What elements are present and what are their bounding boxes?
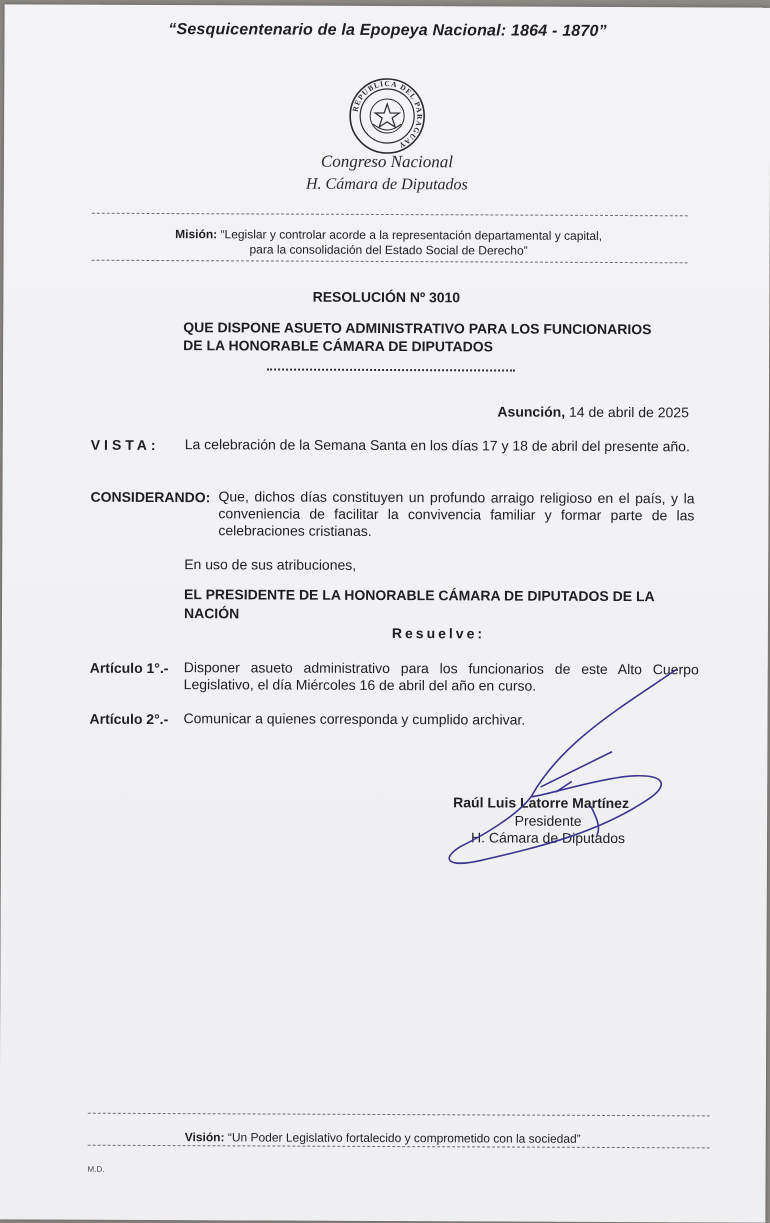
mission-text-line2: para la consolidación del Estado Social de Derecho” [249, 242, 528, 258]
en-uso-text: En uso de sus atribuciones, [184, 556, 357, 573]
article-1-text: Disponer asueto administrativo para los funcionarios de este Alto Cuerpo Legislativo, el día Miércoles 16 de abril del año en curso. [183, 659, 699, 694]
subject-line1: QUE DISPONE ASUETO ADMINISTRATIVO PARA LOS FUNCIONARIOS [183, 319, 652, 338]
resolution-number: RESOLUCIÓN Nº 3010 [312, 288, 461, 306]
dotted-separator [267, 368, 515, 371]
resolution-date [383, 403, 689, 420]
institution-name: Congreso Nacional [320, 151, 454, 172]
signatory-body: H. Cámara de Diputados [470, 829, 626, 847]
seal-text: REPUBLICA DEL PARAGUAY [350, 78, 425, 151]
signatory-name: Raúl Luis Latorre Martínez [453, 794, 630, 812]
divider-mission [92, 260, 688, 264]
mission-text-line1: “Legislar y controlar acorde a la representación departamental y capital, [220, 227, 603, 243]
vista-label: VISTA: [90, 436, 160, 454]
article-2-text: Comunicar a quienes corresponda y cumplido archivar. [183, 710, 526, 728]
considerando-label: CONSIDERANDO: [90, 488, 211, 506]
divider-top [92, 213, 688, 217]
vista-text: La celebración de la Semana Santa en los días 17 y 18 de abril del presente año. [184, 436, 690, 455]
divider-vision-top [88, 1113, 710, 1117]
motto: “Sesquicentenario de la Epopeya Nacional: 1864 - 1870” [168, 21, 607, 40]
typist-initials: M.D. [87, 1164, 105, 1174]
authority-heading: EL PRESIDENTE DE LA HONORABLE CÁMARA DE DIPUTADOS DE LA NACIÓN [183, 586, 655, 622]
date-text: 14 de abril de 2025 [568, 403, 689, 421]
considerando-text: Que, dichos días constituyen un profundo arraigo religioso en el país, y la conveniencia de facilitar la convivencia familiar y formar parte de las celebraciones cristianas. [218, 488, 695, 539]
article-1-label: Artículo 1°.- [89, 659, 169, 677]
date-city: Asunción, [497, 403, 566, 420]
signatory-role: Presidente [514, 812, 582, 829]
vision-label: Visión: [184, 1130, 225, 1145]
article-2-label: Artículo 2°.- [89, 710, 169, 728]
resuelve-heading: Resuelve: [391, 625, 486, 642]
institution-chamber: H. Cámara de Diputados [305, 175, 468, 194]
national-seal-icon [347, 76, 427, 156]
mission-label: Misión: [175, 227, 218, 242]
resolution-subject [183, 318, 703, 356]
subject-line2: DE LA HONORABLE CÁMARA DE DIPUTADOS [183, 337, 494, 355]
mission-statement [124, 227, 654, 259]
vision-text: “Un Poder Legislativo fortalecido y comprometido con la sociedad” [227, 1130, 581, 1146]
document-page [0, 4, 770, 1222]
